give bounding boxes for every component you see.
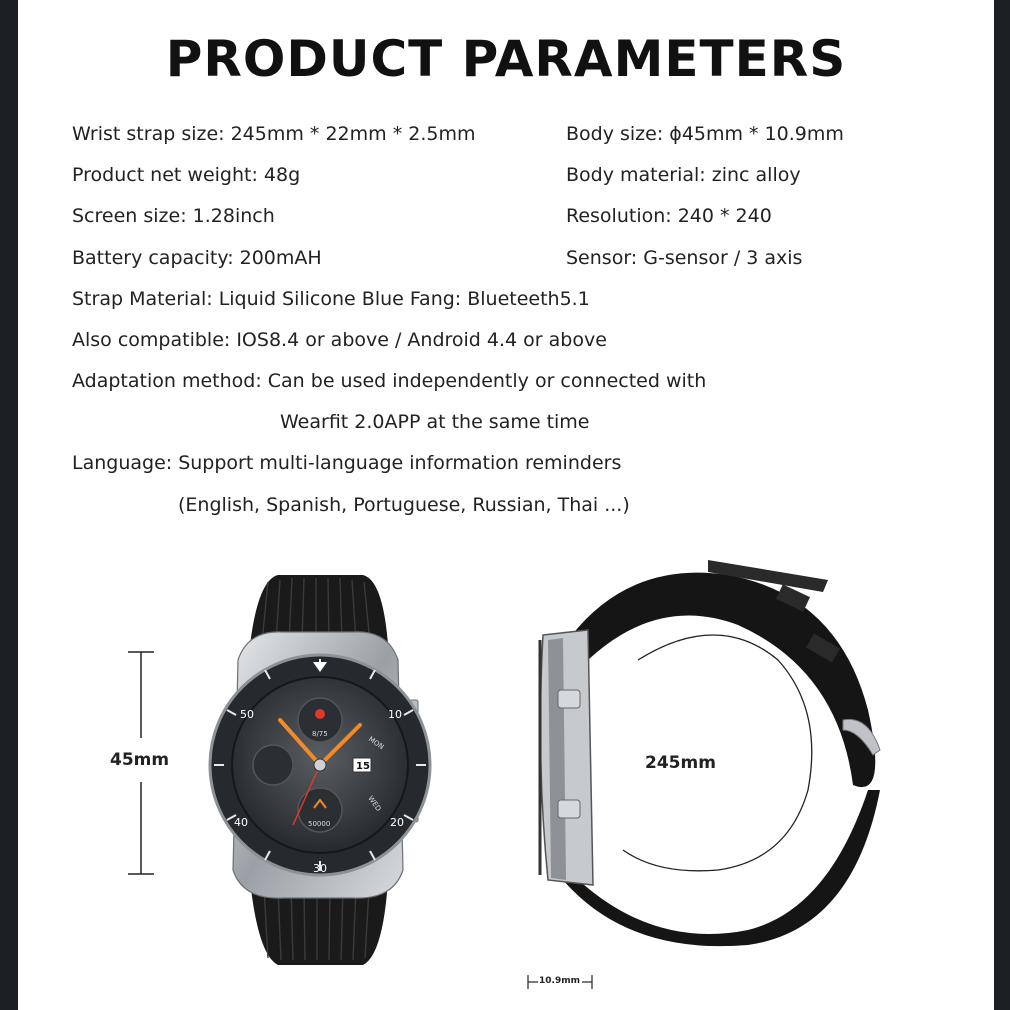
thickness-dimension-line [18, 0, 994, 1010]
page-title: PRODUCT PARAMETERS [165, 30, 847, 88]
spec-wrist-strap-size: Wrist strap size: 245mm * 22mm * 2.5mm [72, 123, 476, 145]
bezel-number-40: 40 [234, 816, 248, 829]
bezel-number-30: 30 [313, 862, 327, 875]
spec-adaptation-line1: Adaptation method: Can be used independently or connected with [72, 370, 707, 392]
spec-battery: Battery capacity: 200mAH [72, 247, 322, 269]
spec-net-weight: Product net weight: 48g [72, 164, 301, 186]
diameter-label: 45mm [110, 750, 170, 770]
spec-strap-material: Strap Material: Liquid Silicone Blue Fang: Blueteeth5.1 [72, 288, 590, 310]
strap-length-label: 245mm [645, 753, 716, 773]
spec-language-line2: (English, Spanish, Portuguese, Russian, Thai ...) [178, 494, 630, 516]
steps-text: 50000 [308, 820, 331, 828]
spec-sensor: Sensor: G-sensor / 3 axis [566, 247, 803, 269]
spec-language-line1: Language: Support multi-language information reminders [72, 452, 622, 474]
bezel-number-50: 50 [240, 708, 254, 721]
spec-resolution: Resolution: 240 * 240 [566, 205, 772, 227]
day-bottom-text: WED [366, 794, 383, 813]
day-top-text: MON [366, 735, 386, 752]
bezel-number-10: 10 [388, 708, 402, 721]
date-box-text: 15 [356, 761, 370, 772]
spec-compatible: Also compatible: IOS8.4 or above / Android 4.4 or above [72, 329, 607, 351]
spec-body-size: Body size: ɸ45mm * 10.9mm [566, 123, 844, 145]
product-parameters-page [18, 0, 994, 1010]
spec-body-material: Body material: zinc alloy [566, 164, 801, 186]
spec-adaptation-line2: Wearfit 2.0APP at the same time [280, 411, 590, 433]
thickness-label: 10.9mm [539, 976, 580, 986]
spec-screen-size: Screen size: 1.28inch [72, 205, 275, 227]
top-subdial-text: 8/75 [312, 730, 328, 738]
bezel-number-20: 20 [390, 816, 404, 829]
